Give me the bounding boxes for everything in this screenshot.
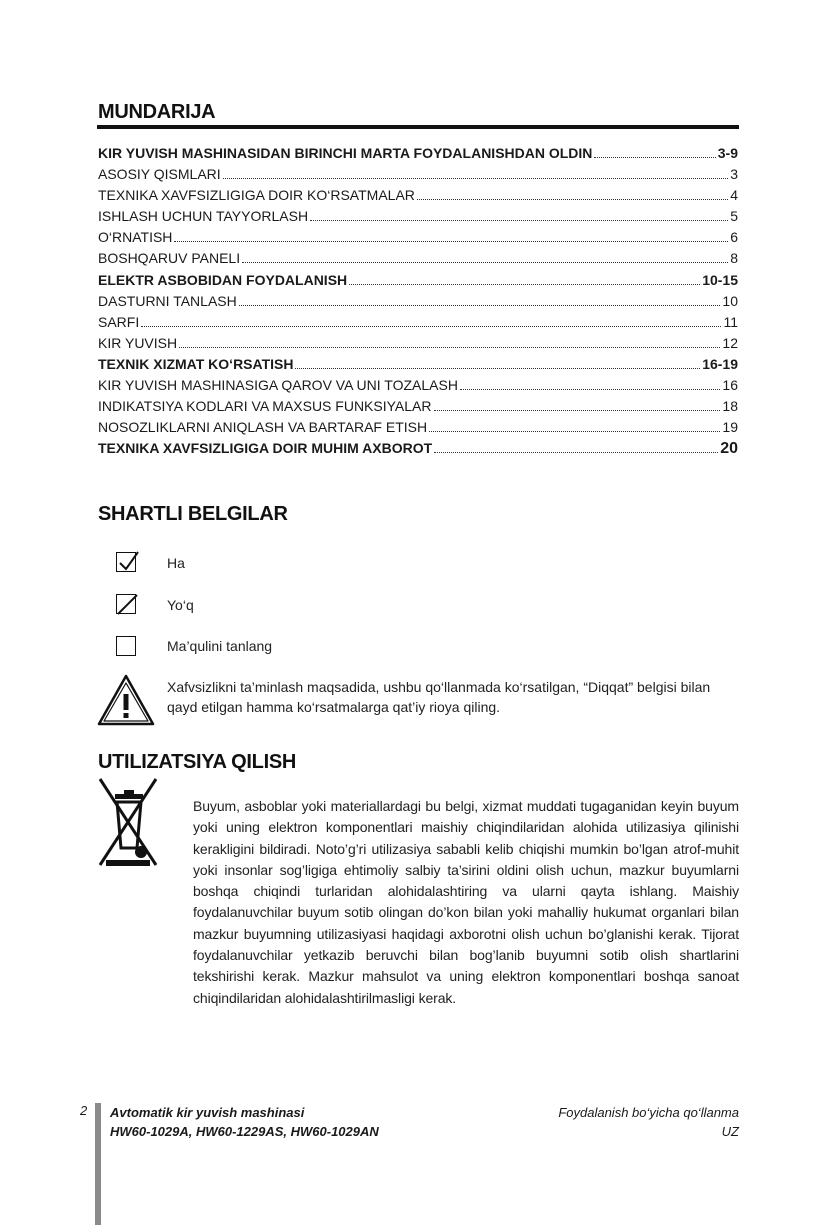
toc-entry-page: 18 (722, 398, 738, 415)
title-rule (97, 125, 739, 129)
warning-text: Xafvsizlikni ta’minlash maqsadida, ushbu qo‘llanmada ko‘rsatilgan, “Diqqat” belgisi bilan qayd etilgan hamma ko‘rsatmalarga qat’iy rioya qiling. (167, 679, 711, 715)
toc-entry-title: KIR YUVISH MASHINASIGA QAROV VA UNI TOZALASH (98, 377, 458, 394)
toc-row (98, 438, 738, 459)
toc-dot-leader (460, 389, 720, 390)
footer-product (110, 1104, 379, 1141)
symbol-yes-label: Ha (167, 555, 185, 571)
toc-row (98, 270, 738, 291)
toc-entry-page: 10-15 (702, 271, 738, 288)
crossed-bin-icon (97, 776, 159, 868)
symbol-no-label: Yo‘q (167, 597, 194, 613)
toc-entry-title: TEXNIK XIZMAT KO‘RSATISH (98, 355, 294, 372)
toc-entry-page: 3-9 (717, 145, 738, 161)
toc-dot-leader (141, 326, 721, 327)
page-number: 2 (80, 1103, 88, 1118)
toc-entry-title: ASOSIY QISMLARI (98, 166, 221, 183)
toc-row (98, 375, 738, 396)
toc-row (98, 417, 738, 438)
toc-entry-title: TEXNIKA XAVFSIZLIGIGA DOIR MUHIM AXBOROT (98, 440, 433, 457)
toc-row (98, 206, 738, 227)
toc-entry-page: 5 (730, 208, 738, 225)
toc-entry-title: SARFI (98, 313, 140, 330)
toc-dot-leader (349, 284, 700, 285)
toc-row (98, 185, 738, 206)
disposal-text: Buyum, asboblar yoki materiallardagi bu belgi, xizmat muddati tugaganidan keyin buyum yoki uning elektron komponentlari maishiy chiqindilaridan alohida utilizasiya qilinishi kerakligini bildiradi. Noto’g’ri utilizasiya sababli kelib chiqishi mumkin bo’lgan atrof-muhit yoki insonlar sog’ligiga ehtimoliy salbiy ta’sirini oldini olish uchun, mazkur buyumlarni boshqa chiqindi turlaridan alohidalashtiring va ularni qayta ishlang. Maishiy foydalanuvchilar buyum sotib olingan do’kon bilan yoki mahalliy hukumat organlari bilan mazkur buyumning utilizasiyasi haqidagi axborotni olish uchun bo’glanishi kerak. Tijorat foydalanuvchilar yetkazib beruvchi bilan bog’lanib buyumni sotib olish shartlarini tekshirishi kerak. Mazkur mahsulot va uning elektron komponentlari boshqa sanoat chiqindilaridan alohidalashtirilmasligi kerak. (193, 798, 739, 1006)
toc-entry-page: 20 (720, 440, 738, 458)
toc-entry-page: 12 (722, 334, 738, 351)
toc-entry-page: 8 (730, 250, 738, 267)
manual-title: Foydalanish bo‘yicha qo‘llanma (558, 1105, 739, 1120)
toc-row (98, 291, 738, 312)
toc-entry-page: 16 (722, 377, 738, 394)
crossed-box-icon (116, 594, 136, 614)
toc-entry-page: 16-19 (702, 355, 738, 372)
toc-entry-page: 4 (730, 187, 738, 204)
toc-entry-title: O‘RNATISH (98, 229, 173, 246)
toc-entry-title: INDIKATSIYA KODLARI VA MAXSUS FUNKSIYALAR (98, 398, 432, 415)
footer-manual (558, 1104, 739, 1141)
toc-entry-page: 6 (730, 229, 738, 246)
toc-dot-leader (434, 410, 721, 411)
contents-title: MUNDARIJA (98, 101, 216, 123)
toc-row (98, 164, 738, 185)
symbols-title: SHARTLI BELGILAR (98, 503, 288, 525)
toc-dot-leader (310, 220, 728, 221)
checked-box-icon (116, 552, 136, 572)
disposal-title: UTILIZATSIYA QILISH (98, 751, 297, 773)
toc-row (98, 354, 738, 375)
toc-row (98, 396, 738, 417)
toc-entry-page: 3 (730, 166, 738, 183)
warning-triangle-icon (96, 673, 156, 727)
toc-dot-leader (434, 452, 718, 453)
toc-entry-title: NOSOZLIKLARNI ANIQLASH VA BARTARAF ETISH (98, 419, 428, 436)
toc-row (98, 333, 738, 354)
toc-entry-page: 19 (722, 419, 738, 436)
table-of-contents (98, 143, 738, 459)
toc-entry-title: KIR YUVISH (98, 334, 178, 351)
toc-row (98, 312, 738, 333)
toc-row (98, 227, 738, 248)
product-models: HW60-1029A, HW60-1229AS, HW60-1029AN (110, 1123, 379, 1139)
toc-entry-title: DASTURNI TANLASH (98, 292, 237, 309)
toc-dot-leader (429, 431, 720, 432)
toc-dot-leader (179, 347, 720, 348)
footer-bar (95, 1103, 101, 1225)
toc-dot-leader (223, 178, 729, 179)
toc-row (98, 248, 738, 269)
manual-language: UZ (721, 1123, 739, 1139)
toc-entry-title: KIR YUVISH MASHINASIDAN BIRINCHI MARTA FOYDALANISHDAN OLDIN (98, 145, 593, 161)
toc-dot-leader (242, 262, 728, 263)
toc-entry-title: ELEKTR ASBOBIDAN FOYDALANISH (98, 271, 348, 288)
toc-entry-page: 11 (723, 313, 738, 330)
toc-entry-title: ISHLASH UCHUN TAYYORLASH (98, 208, 309, 225)
toc-entry-title: BOSHQARUV PANELI (98, 250, 241, 267)
toc-dot-leader (174, 241, 728, 242)
toc-dot-leader (417, 199, 728, 200)
toc-dot-leader (594, 157, 715, 158)
toc-row (98, 143, 738, 164)
symbol-preferable-label: Ma’qulini tanlang (167, 638, 273, 654)
toc-dot-leader (295, 368, 700, 369)
toc-dot-leader (239, 305, 721, 306)
empty-box-icon (116, 636, 136, 656)
toc-entry-page: 10 (722, 292, 738, 309)
toc-entry-title: TEXNIKA XAVFSIZLIGIGA DOIR KO‘RSATMALAR (98, 187, 415, 204)
product-name: Avtomatik kir yuvish mashinasi (110, 1105, 305, 1120)
